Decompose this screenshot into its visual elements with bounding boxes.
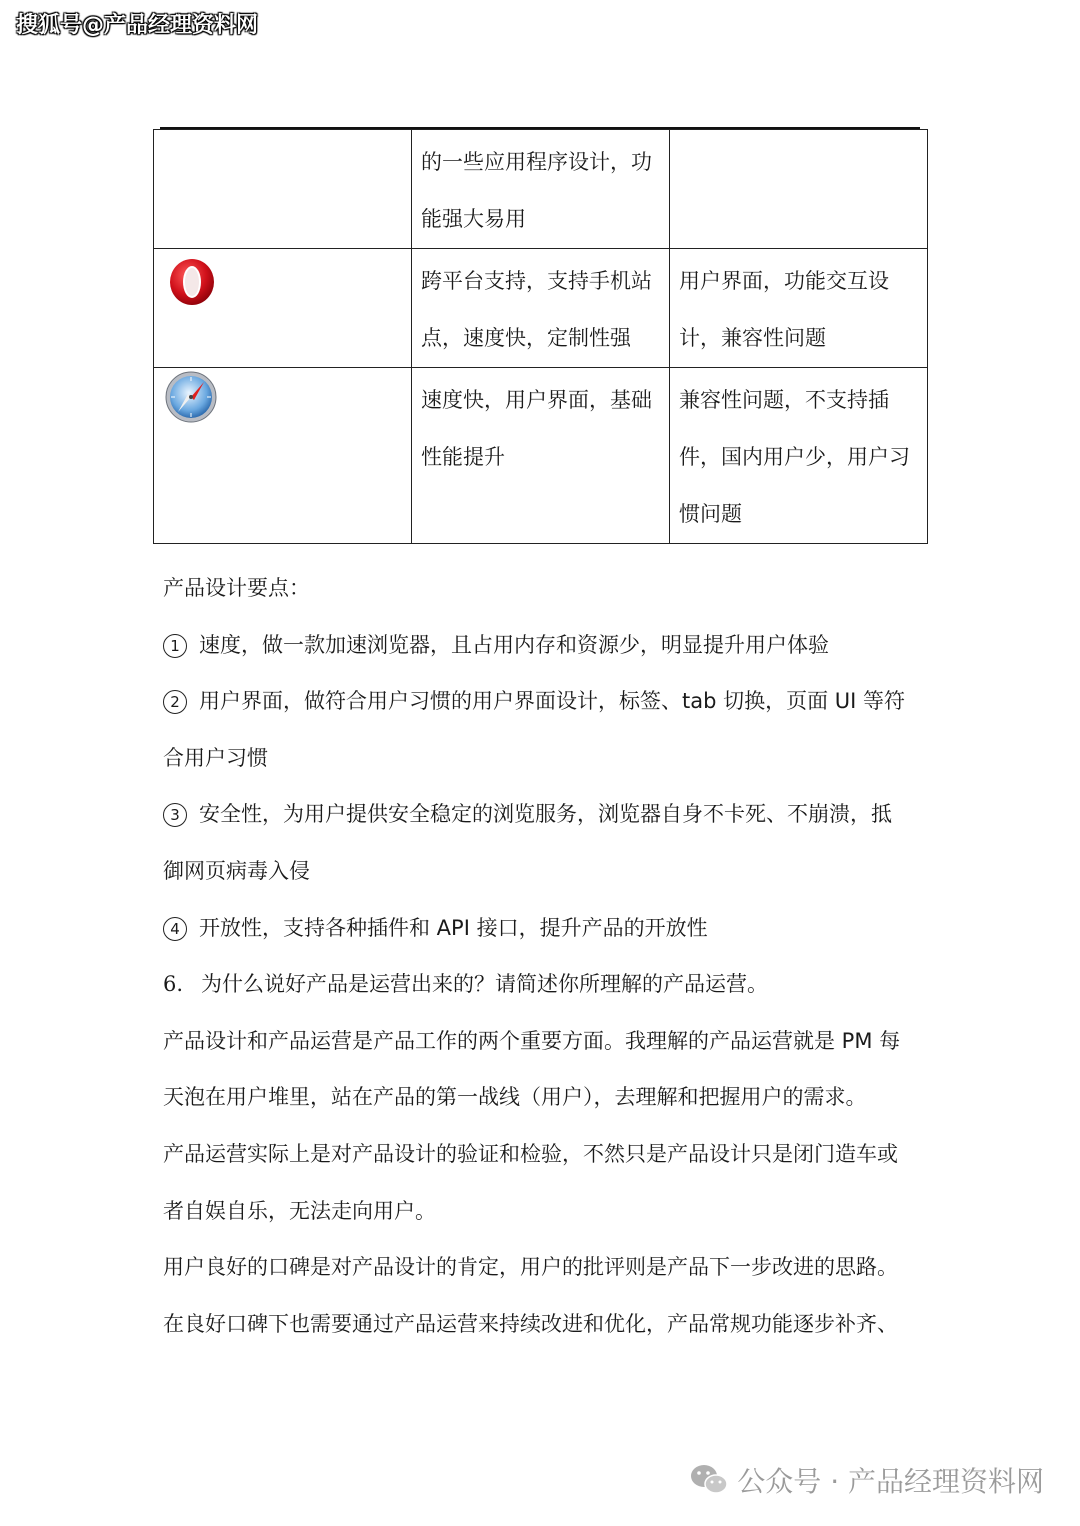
paragraph-line: 产品设计和产品运营是产品工作的两个重要方面。我理解的产品运营就是 PM 每 <box>163 1028 901 1053</box>
table-cell-advantages: 的一些应用程序设计，功 能强大易用 <box>412 130 670 249</box>
browser-comparison-table <box>153 129 928 544</box>
table-row <box>154 249 928 368</box>
table-cell-disadvantages <box>670 130 928 249</box>
document-body <box>163 560 933 1352</box>
table-cell-advantages: 跨平台支持，支持手机站 点，速度快，定制性强 <box>412 249 670 368</box>
wechat-icon <box>689 1462 729 1498</box>
list-item: 3 安全性，为用户提供安全稳定的浏览服务，浏览器自身不卡死、不崩溃，抵 <box>163 786 933 843</box>
paragraph-line: 在良好口碑下也需要通过产品运营来持续改进和优化，产品常规功能逐步补齐、 <box>163 1311 898 1336</box>
list-item-continued: 合用户习惯 <box>163 745 268 770</box>
table-row <box>154 130 928 249</box>
list-item: 4 开放性，支持各种插件和 API 接口，提升产品的开放性 <box>163 900 933 957</box>
safari-icon <box>164 370 218 424</box>
circled-number: 2 <box>163 690 187 714</box>
table-row <box>154 368 928 544</box>
paragraph-line: 天泡在用户堆里，站在产品的第一战线（用户），去理解和把握用户的需求。 <box>163 1085 867 1110</box>
circled-number: 3 <box>163 803 187 827</box>
top-watermark: 搜狐号@产品经理资料网 <box>16 13 259 38</box>
question-heading: 6. 为什么说好产品是运营出来的？请简述你所理解的产品运营。 <box>163 972 768 997</box>
circled-number: 4 <box>163 917 187 941</box>
paragraph-line: 产品运营实际上是对产品设计的验证和检验，不然只是产品设计只是闭门造车或 <box>163 1141 898 1166</box>
list-item: 2 用户界面，做符合用户习惯的用户界面设计，标签、tab 切换，页面 UI 等符 <box>163 673 933 730</box>
opera-icon <box>167 257 217 307</box>
footer-watermark: 公众号 · 产品经理资料网 <box>689 1460 1044 1500</box>
paragraph-line: 者自娱自乐，无法走向用户。 <box>163 1198 436 1223</box>
table-cell-disadvantages: 用户界面，功能交互设 计，兼容性问题 <box>670 249 928 368</box>
circled-number: 1 <box>163 634 187 658</box>
table-cell-advantages: 速度快，用户界面，基础 性能提升 <box>412 368 670 544</box>
table-cell-icon <box>154 130 412 249</box>
table-cell-icon <box>154 249 412 368</box>
table-cell-icon <box>154 368 412 544</box>
table-cell-disadvantages: 兼容性问题，不支持插 件，国内用户少，用户习 惯问题 <box>670 368 928 544</box>
list-item: 1 速度，做一款加速浏览器，且占用内存和资源少，明显提升用户体验 <box>163 617 933 674</box>
section-heading: 产品设计要点： <box>163 576 310 600</box>
list-item-continued: 御网页病毒入侵 <box>163 858 310 883</box>
paragraph-line: 用户良好的口碑是对产品设计的肯定，用户的批评则是产品下一步改进的思路。 <box>163 1255 898 1280</box>
